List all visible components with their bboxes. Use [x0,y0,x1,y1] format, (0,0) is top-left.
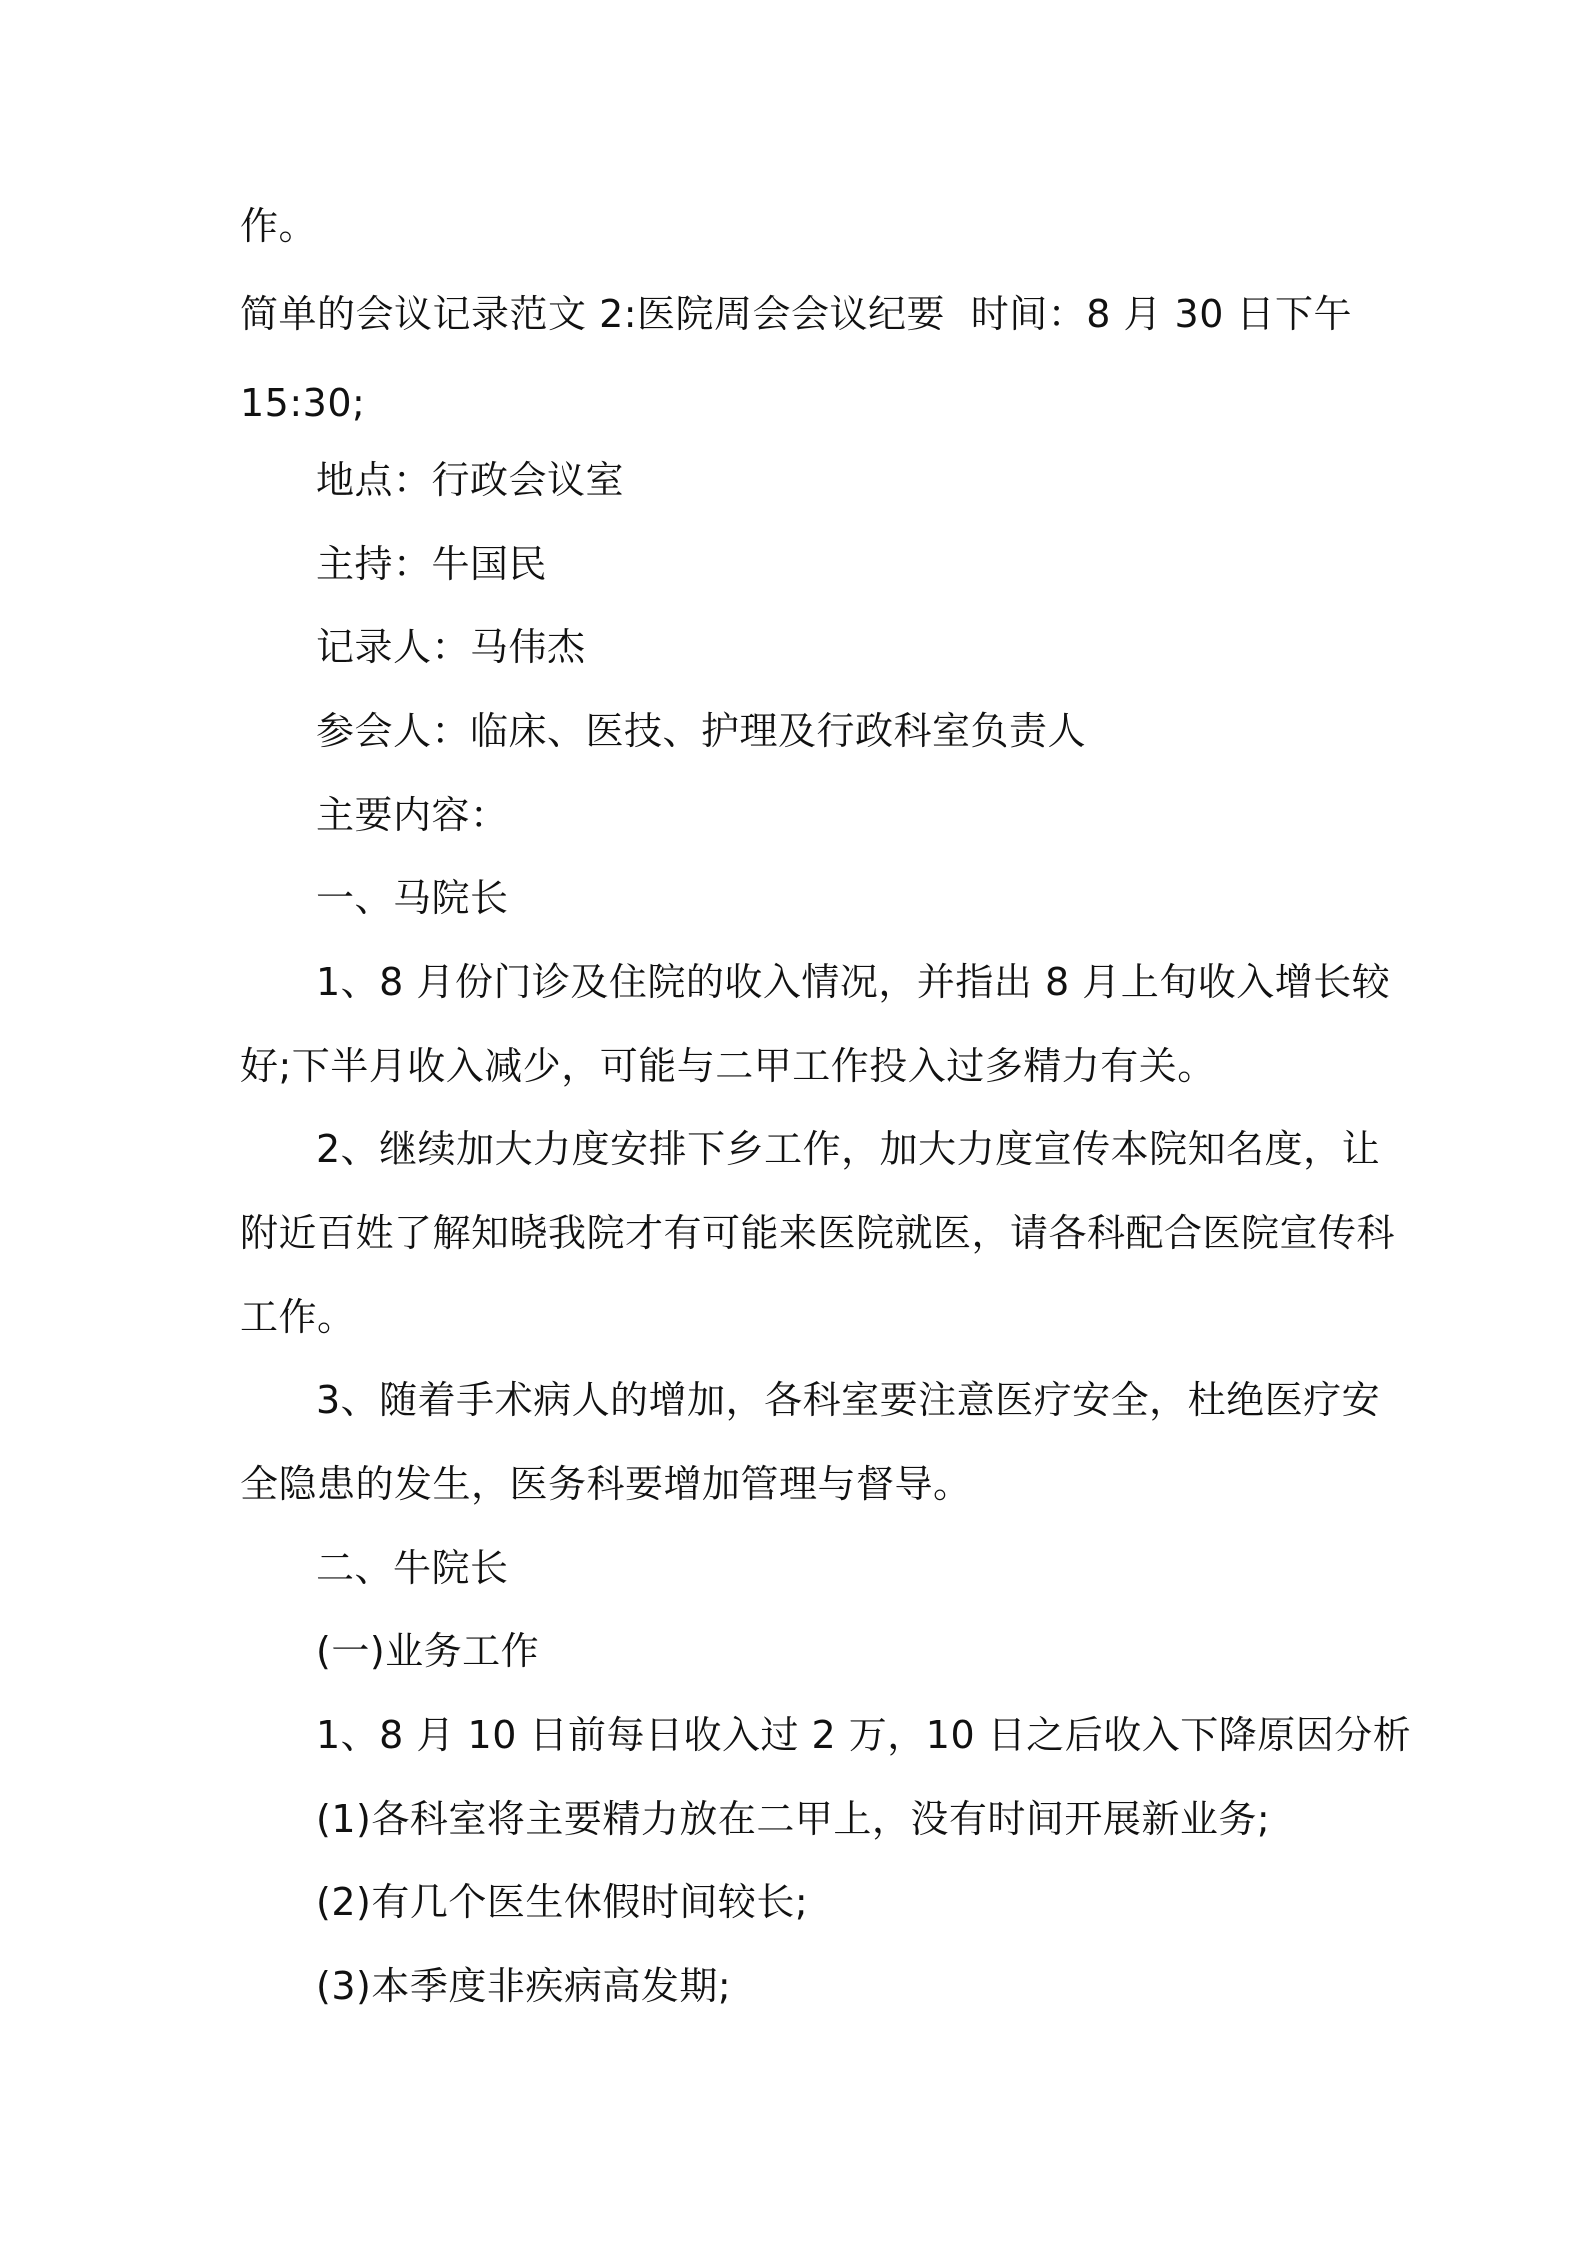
section-heading-1: 一、马院长 [316,876,509,920]
meeting-attendees: 参会人：临床、医技、护理及行政科室负责人 [316,709,1087,753]
subsection-heading: (一)业务工作 [316,1629,540,1673]
paragraph-line: 1、8 月 10 日前每日收入过 2 万，10 日之后收入下降原因分析 [316,1713,1412,1757]
meeting-time: 时间：8 月 30 日下午 [970,292,1352,336]
meeting-host: 主持：牛国民 [316,542,548,586]
paragraph-line: 2、继续加大力度安排下乡工作，加大力度宣传本院知名度，让 [316,1127,1381,1171]
paragraph-line: 1、8 月份门诊及住院的收入情况，并指出 8 月上旬收入增长较 [316,960,1391,1004]
list-item: (2)有几个医生休假时间较长; [316,1880,809,1924]
meeting-recorder: 记录人：马伟杰 [316,625,586,669]
paragraph-line: 附近百姓了解知晓我院才有可能来医院就医，请各科配合医院宣传科 [240,1211,1396,1255]
document-title: 简单的会议记录范文 2:医院周会会议纪要 [240,292,946,336]
section-heading-main-content: 主要内容： [316,793,509,837]
paragraph-line: 好;下半月收入减少，可能与二甲工作投入过多精力有关。 [240,1044,1216,1088]
paragraph-line: 3、随着手术病人的增加，各科室要注意医疗安全，杜绝医疗安 [316,1378,1381,1422]
meeting-time-continued: 15:30; [240,381,366,425]
list-item: (3)本季度非疾病高发期; [316,1964,732,2008]
title-line [240,292,1352,336]
list-item: (1)各科室将主要精力放在二甲上，没有时间开展新业务; [316,1797,1271,1841]
meeting-location: 地点：行政会议室 [316,458,625,502]
text-line-continuation: 作。 [240,204,318,248]
section-heading-2: 二、牛院长 [316,1546,509,1590]
paragraph-line: 全隐患的发生，医务科要增加管理与督导。 [240,1462,972,1506]
paragraph-line: 工作。 [240,1295,356,1339]
